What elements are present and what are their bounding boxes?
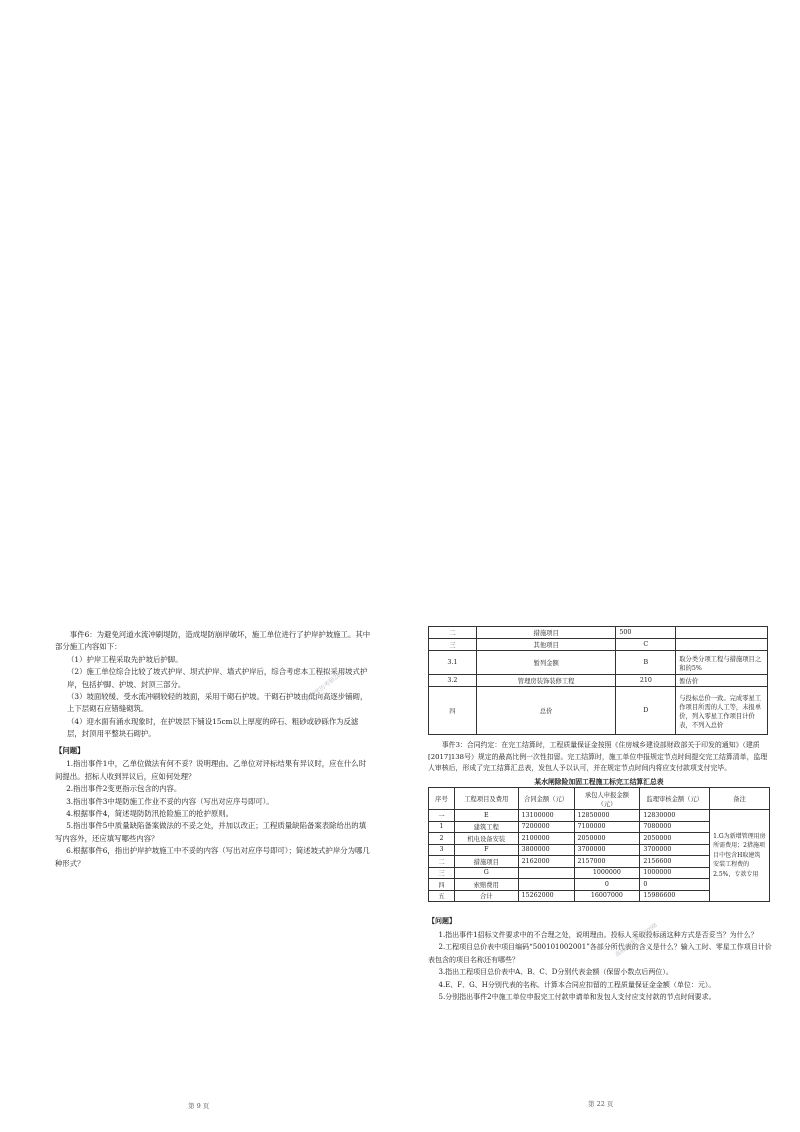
table-row bbox=[429, 810, 770, 822]
table-cell: 7100000 bbox=[574, 821, 640, 833]
table-cell: 一 bbox=[429, 810, 455, 822]
table-cell bbox=[518, 867, 574, 879]
table-cell: 二 bbox=[429, 856, 455, 868]
total-price-table bbox=[428, 626, 768, 735]
table-cell: 15262000 bbox=[518, 890, 574, 902]
watermark: 高顿学历考研2098 bbox=[613, 921, 659, 959]
table-cell: G bbox=[454, 867, 518, 879]
question-item: 3.指出工程项目总价表中A、B、C、D分别代表金额（保留小数点后两位）。 bbox=[438, 968, 673, 976]
question-item: 3.指出事件3中堤防施工作业不妥的内容（写出对应序号即可）。 bbox=[66, 796, 274, 806]
table-cell: 暂估价 bbox=[676, 675, 768, 687]
table-header: 备注 bbox=[710, 788, 770, 810]
question-item: 6.根据事件6，指出护岸护坡施工中不妥的内容（写出对应序号即可）；简述坡式护岸分为哪几种形式？ bbox=[55, 846, 370, 868]
table-cell bbox=[676, 639, 768, 651]
table-cell: 合计 bbox=[454, 890, 518, 902]
summary-table-caption: 某水闸除险加固工程施工标完工结算汇总表 bbox=[534, 778, 664, 786]
table-cell: 四 bbox=[429, 687, 477, 735]
event3-text: 事件3：合同约定：在完工结算时，工程质量保证金按照《住房城乡建设部财政部关于印发的通知》（建质[2017]138号）规定的最高比例一次性扣留。完工结算时，施工单位申报规定节点时间提交完工结算清单，监理人审核后，形成了完工结算汇总表，发包人予以认可，并在规定节点时间内将应支付款项支付完毕。 bbox=[428, 741, 768, 772]
table-header: 合同金额（元） bbox=[518, 788, 574, 810]
right-questions-block bbox=[428, 913, 773, 1004]
page-number: 第 22 页 bbox=[588, 1100, 614, 1108]
table-cell: 2162000 bbox=[518, 856, 574, 868]
table-cell: 500 bbox=[616, 627, 676, 639]
table-cell: 3700000 bbox=[640, 844, 710, 856]
table-cell: 2 bbox=[429, 833, 455, 845]
table-cell: 措施项目 bbox=[454, 856, 518, 868]
summary-remark: 1.G为新增管理用房所需费用；2措施项目中包含H取建筑安装工程费的2.5%，专款专用 bbox=[710, 810, 770, 902]
table-cell: 2050000 bbox=[574, 833, 640, 845]
table-row bbox=[429, 675, 768, 687]
table-cell: 措施项目 bbox=[476, 627, 616, 639]
table-cell: 3 bbox=[429, 844, 455, 856]
table-header: 承包人申报金额（元） bbox=[574, 788, 640, 810]
event6-item: （4）迎水面有涌水现象时，在护坡层下铺设15cm以上厚度的碎石、粗砂或砂砾作为反滤层，封顶用平整块石砌护。 bbox=[67, 716, 359, 739]
table-cell: 1000000 bbox=[574, 867, 640, 879]
question-item: 2.工程项目总价表中项目编码“500101002001”各部分所代表的含义是什么？输入工时、零星工作项目计价表包含的项目名称还有哪些？ bbox=[428, 943, 772, 964]
table-row bbox=[429, 639, 768, 651]
event3-block bbox=[428, 740, 770, 775]
table-cell: 12850000 bbox=[574, 810, 640, 822]
table-cell: 其他项目 bbox=[476, 639, 616, 651]
table-cell: F bbox=[454, 844, 518, 856]
question-item: 1.指出事件1中，乙单位做法有何不妥？说明理由。乙单位对评标结果有异议时，应在什么时间提出。招标人收到异议后，应如何处理？ bbox=[55, 759, 367, 781]
table-cell: 2100000 bbox=[518, 833, 574, 845]
table-header: 工程项目及费用 bbox=[454, 788, 518, 810]
table-cell: 与投标总价一致。完成零星工作项目所需的人工等，未报单价，列入零星工作项目计价表，不列入总价 bbox=[676, 687, 768, 735]
table-cell bbox=[676, 627, 768, 639]
table-cell: 7080000 bbox=[640, 821, 710, 833]
table-cell: 1 bbox=[429, 821, 455, 833]
table-cell: C bbox=[616, 639, 676, 651]
table-cell: D bbox=[616, 687, 676, 735]
table-cell: B bbox=[616, 651, 676, 675]
question-item: 1.指出事件1招标文件要求中的不合理之处，说明理由。投标人采取投标函这种方式是否妥当？为什么？ bbox=[438, 930, 758, 939]
table-cell: 13100000 bbox=[518, 810, 574, 822]
table-cell: 2156600 bbox=[640, 856, 710, 868]
table-cell: 取分类分项工程与措施项目之和的5% bbox=[676, 651, 768, 675]
question-item: 2.指出事件2变更指示包含的内容。 bbox=[66, 784, 182, 794]
table-cell: 三 bbox=[429, 867, 455, 879]
questions-heading: 【问题】 bbox=[55, 746, 85, 755]
table-header-row bbox=[429, 788, 770, 810]
table-cell: 五 bbox=[429, 890, 455, 902]
table-cell: 3800000 bbox=[518, 844, 574, 856]
table-header: 序号 bbox=[429, 788, 455, 810]
question-item: 4.E、F、G、H分别代表的名称。计算本合同应扣留的工程质量保证金金额（单位：元）。 bbox=[438, 980, 716, 989]
table-cell: 15986600 bbox=[640, 890, 710, 902]
left-questions-block bbox=[55, 743, 373, 870]
table-cell: 12830000 bbox=[640, 810, 710, 822]
table-cell: 16007000 bbox=[574, 890, 640, 902]
questions-heading: 【问题】 bbox=[428, 916, 456, 925]
table-cell: 3.1 bbox=[429, 651, 477, 675]
table-cell: 7200000 bbox=[518, 821, 574, 833]
question-item: 5.指出事件5中质量缺陷备案做法的不妥之处，并加以改正；工程质量缺陷备案表除给出的填写内容外，还应填写哪些内容？ bbox=[55, 821, 367, 843]
table-cell: 二 bbox=[429, 627, 477, 639]
table-cell: 机电设备安装 bbox=[454, 833, 518, 845]
event6-title: 事件6：为避免河道水流冲刷堤防，造成堤防崩岸破坏，施工单位进行了护岸护坡施工。其中部分施工内容如下： bbox=[55, 630, 371, 652]
table-row bbox=[429, 627, 768, 639]
question-item: 4.根据事件4，简述堤防防汛抢险施工的抢护原则。 bbox=[66, 809, 234, 819]
table-cell: 暂列金额 bbox=[476, 651, 616, 675]
table-cell: 三 bbox=[429, 639, 477, 651]
table-cell: 索赔费用 bbox=[454, 879, 518, 891]
table-row bbox=[429, 651, 768, 675]
event6-item: （1）护岸工程采取先护坡后护脚。 bbox=[67, 654, 183, 664]
table-cell: 3700000 bbox=[574, 844, 640, 856]
table-cell: 四 bbox=[429, 879, 455, 891]
table-header: 监理审核金额（元） bbox=[640, 788, 710, 810]
table-cell: 0 bbox=[640, 879, 710, 891]
table-cell: E bbox=[454, 810, 518, 822]
table-cell: 210 bbox=[616, 675, 676, 687]
table-cell: 3.2 bbox=[429, 675, 477, 687]
summary-table bbox=[428, 787, 770, 902]
table-cell: 建筑工程 bbox=[454, 821, 518, 833]
page-number: 第 9 页 bbox=[188, 1102, 210, 1110]
event6-item: （3）坡面较缓、受水流冲刷较轻的坡面，采用干砌石护坡。干砌石护坡由低向高逐步铺砌，上下层砌石应错缝砌筑。 bbox=[67, 692, 368, 714]
table-cell: 管理房装饰装修工程 bbox=[476, 675, 616, 687]
watermark: 高顿学历考研2098 bbox=[303, 666, 349, 704]
table-cell: 2050000 bbox=[640, 833, 710, 845]
right-page bbox=[400, 0, 800, 1132]
event6-item: （2）施工单位综合比较了坡式护岸、坝式护岸、墙式护岸后，综合考虑本工程拟采用坡式护岸，包括护脚、护坡、封顶三部分。 bbox=[67, 667, 368, 689]
table-cell: 0 bbox=[574, 879, 640, 891]
table-cell bbox=[518, 879, 574, 891]
table-cell: 总价 bbox=[476, 687, 616, 735]
table-cell: 2157000 bbox=[574, 856, 640, 868]
table-cell: 1000000 bbox=[640, 867, 710, 879]
question-item: 5.分别指出事件2中施工单位申报完工付款申请单和发包人支付应支付款的节点时间要求。 bbox=[438, 993, 716, 1001]
table-row bbox=[429, 687, 768, 735]
